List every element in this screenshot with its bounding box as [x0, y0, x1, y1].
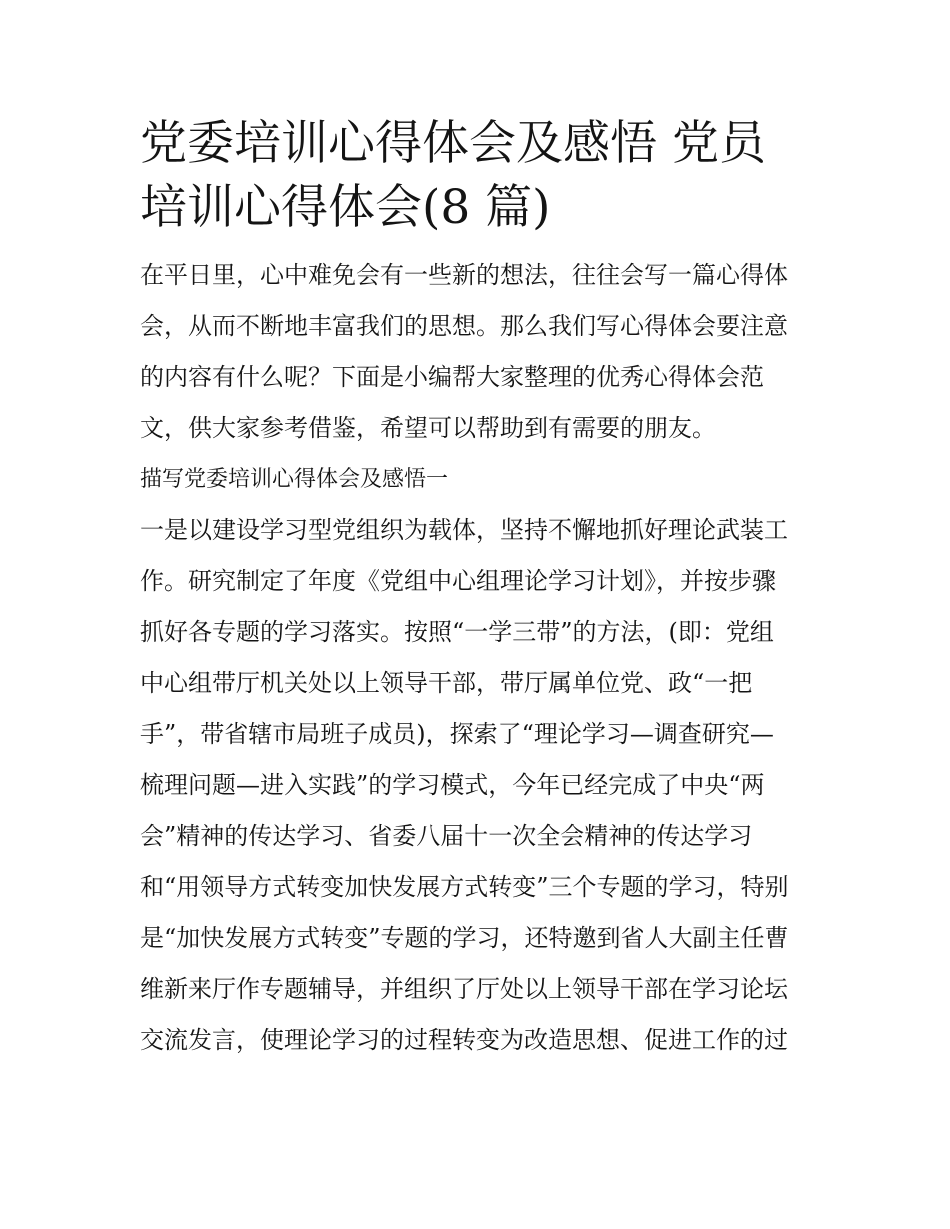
intro-line: 的内容有什么呢？下面是小编帮大家整理的优秀心得体会范 — [140, 363, 764, 391]
document-title — [140, 112, 812, 240]
body-line: 和“用领导方式转变加快发展方式转变”三个专题的学习，特别 — [140, 873, 789, 901]
intro-line: 在平日里，心中难免会有一些新的想法，往往会写一篇心得体 — [140, 261, 788, 289]
title-line-1: 党委培训心得体会及感悟 党员 — [140, 116, 766, 171]
body-line: 是“加快发展方式转变”专题的学习，还特邀到省人大副主任曹 — [140, 924, 789, 952]
body-line: 会”精神的传达学习、省委八届十一次全会精神的传达学习 — [140, 822, 753, 850]
document-content — [140, 112, 812, 1066]
body-line: 抓好各专题的学习落实。按照“一学三带”的方法，(即：党组 — [140, 618, 774, 646]
body-line: 手”，带省辖市局班子成员)，探索了“理论学习—调查研究— — [140, 720, 774, 748]
intro-line: 会，从而不断地丰富我们的思想。那么我们写心得体会要注意 — [140, 312, 788, 340]
intro-line: 文，供大家参考借鉴，希望可以帮助到有需要的朋友。 — [140, 414, 716, 442]
intro-paragraph — [140, 250, 812, 454]
section-heading: 描写党委培训心得体会及感悟一 — [140, 467, 449, 492]
body-line: 交流发言，使理论学习的过程转变为改造思想、促进工作的过 — [140, 1026, 788, 1054]
body-line: 一是以建设学习型党组织为载体，坚持不懈地抓好理论武装工 — [140, 516, 788, 544]
body-line: 维新来厅作专题辅导，并组织了厅处以上领导干部在学习论坛 — [140, 975, 788, 1003]
body-line: 作。研究制定了年度《党组中心组理论学习计划》，并按步骤 — [140, 567, 776, 595]
title-line-2: 培训心得体会(8 篇) — [140, 180, 551, 235]
body-line: 梳理问题—进入实践”的学习模式，今年已经完成了中央“两 — [140, 771, 765, 799]
body-paragraph — [140, 505, 812, 1066]
body-line: 中心组带厅机关处以上领导干部，带厅属单位党、政“一把 — [140, 669, 753, 697]
